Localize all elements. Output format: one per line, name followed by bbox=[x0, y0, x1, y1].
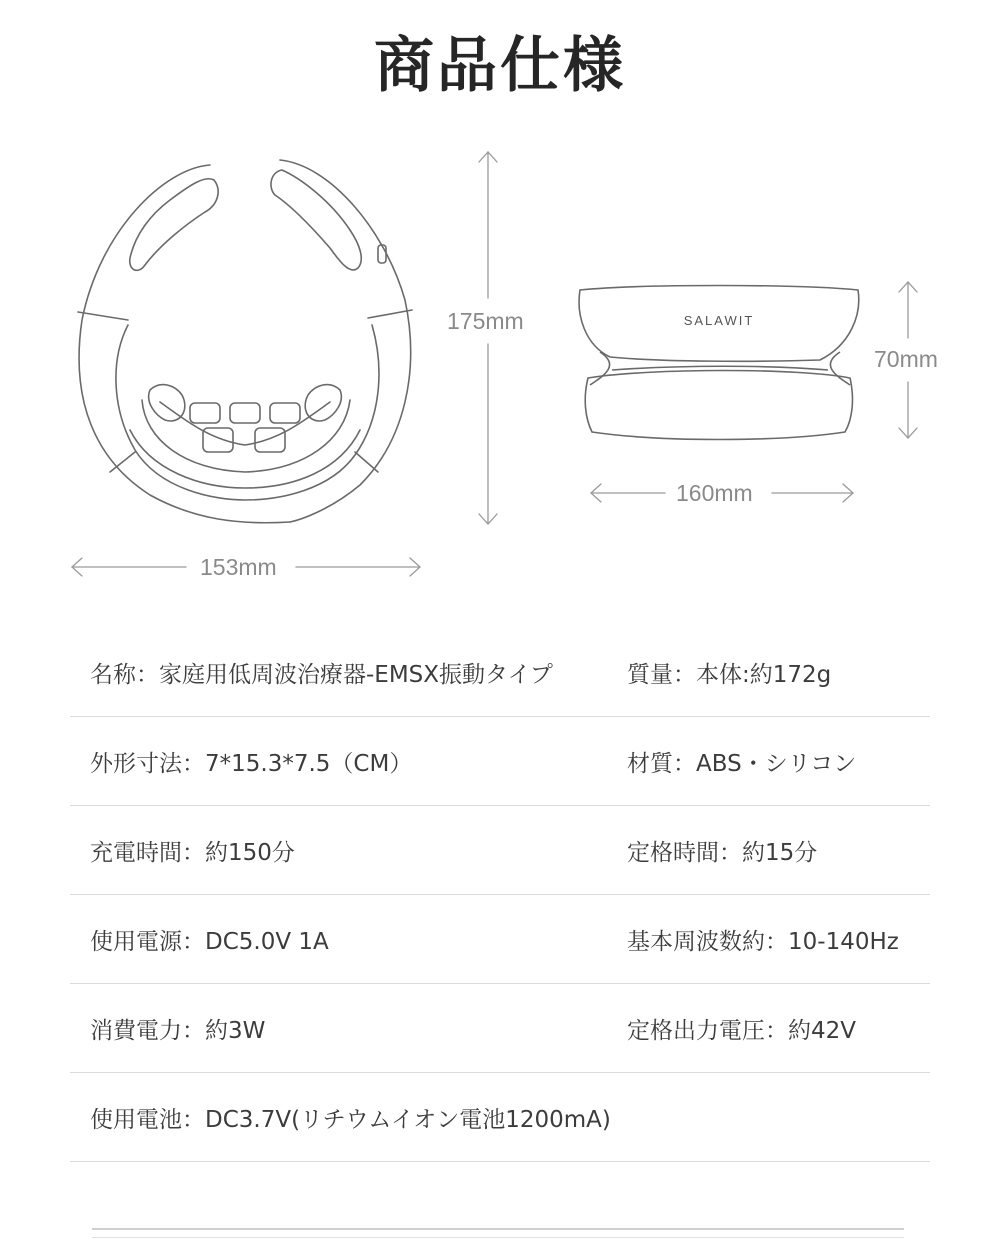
side-view-device bbox=[579, 286, 859, 440]
spec-name: 名称：家庭用低周波治療器-EMSX振動タイプ bbox=[90, 661, 553, 688]
spec-dimensions: 外形寸法：7*15.3*7.5（CM） bbox=[90, 750, 413, 777]
neck-device-right-arm bbox=[280, 160, 411, 522]
spec-frequency: 基本周波数約：10-140Hz bbox=[627, 928, 899, 955]
spec-table bbox=[70, 628, 930, 1162]
spec-row bbox=[70, 628, 930, 717]
brand-logo: SALAWIT bbox=[683, 313, 755, 328]
spec-row bbox=[70, 717, 930, 806]
height-label: 175mm bbox=[443, 308, 528, 335]
footer-divider bbox=[92, 1228, 904, 1230]
side-height-label: 70mm bbox=[870, 346, 942, 373]
neck-device-left-arm bbox=[79, 165, 290, 523]
spec-output-voltage: 定格出力電圧：約42V bbox=[627, 1017, 857, 1044]
spec-power-consumption: 消費電力：約3W bbox=[90, 1017, 266, 1044]
page-title: 商品仕様 bbox=[374, 31, 626, 101]
spec-battery: 使用電池：DC3.7V(リチウムイオン電池1200mA) bbox=[90, 1106, 611, 1133]
massage-nodes bbox=[149, 385, 342, 452]
spec-charge-time: 充電時間：約150分 bbox=[90, 839, 295, 866]
side-width-label: 160mm bbox=[672, 480, 757, 507]
spec-row bbox=[70, 895, 930, 984]
spec-row bbox=[70, 806, 930, 895]
spec-material: 材質：ABS・シリコン bbox=[627, 750, 857, 777]
spec-power-supply: 使用電源：DC5.0V 1A bbox=[90, 928, 329, 955]
footer-divider bbox=[92, 1237, 904, 1238]
spec-row bbox=[70, 1073, 930, 1162]
width-label: 153mm bbox=[196, 554, 281, 581]
spec-row bbox=[70, 984, 930, 1073]
spec-rated-time: 定格時間：約15分 bbox=[627, 839, 818, 866]
spec-weight: 質量：本体:約172g bbox=[627, 661, 832, 688]
